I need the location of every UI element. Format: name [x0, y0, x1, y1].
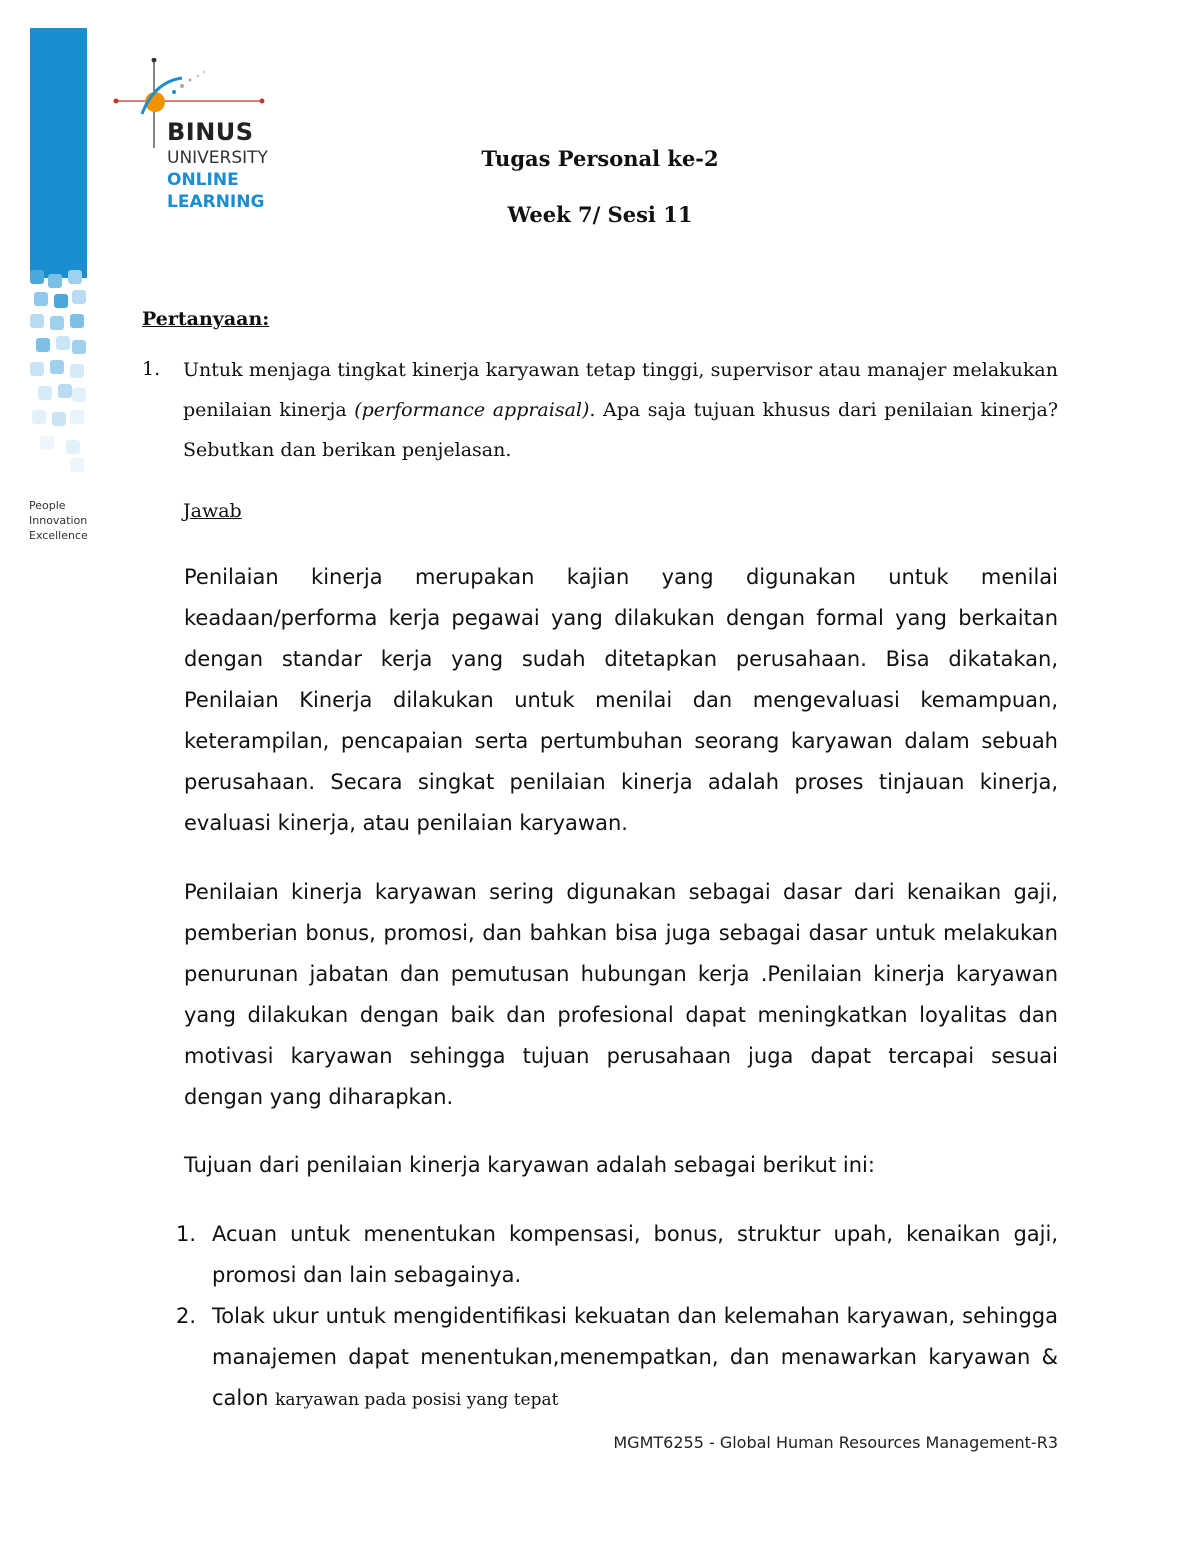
logo-text-online: ONLINE — [167, 170, 239, 190]
side-decoration-pattern — [30, 270, 87, 475]
logo-text-university: UNIVERSITY — [167, 148, 268, 168]
logo-text-learning: LEARNING — [167, 192, 265, 212]
page-footer: MGMT6255 - Global Human Resources Management-R3 — [613, 1433, 1058, 1452]
question-text-italic: (performance appraisal) — [354, 399, 590, 421]
question-text — [183, 350, 1058, 470]
answer-paragraph: Tujuan dari penilaian kinerja karyawan adalah sebagai berikut ini: — [184, 1153, 875, 1177]
list-item — [176, 1214, 1058, 1296]
question-text-part: Untuk menjaga tingkat kinerja karyawan tetap tinggi, supervisor atau manajer melakukan penilaian kinerja — [183, 359, 1058, 421]
list-item-text-tail: karyawan pada posisi yang tepat — [275, 1390, 559, 1410]
logo-text-binus: BINUS — [167, 118, 254, 146]
list-item-text: Tolak ukur untuk mengidentifikasi kekuatan dan kelemahan karyawan, sehingga manajemen dapat menentukan,menempatkan, dan menawarkan karyawan & calon — [212, 1304, 1058, 1410]
list-item — [176, 1296, 1058, 1421]
tagline-line: Excellence — [29, 529, 88, 542]
tagline-line: People — [29, 499, 66, 512]
university-tagline — [29, 498, 88, 543]
answer-paragraph: Penilaian kinerja merupakan kajian yang digunakan untuk menilai keadaan/performa kerja pegawai yang dilakukan dengan formal yang berkaitan dengan standar kerja yang sudah ditetapkan perusahaan. Bisa dikatakan, Penilaian Kinerja dilakukan untuk menilai dan mengevaluasi kemampuan, keterampilan, pencapaian serta pertumbuhan seorang karyawan dalam sebuah perusahaan. Secara singkat penilaian kinerja adalah proses tinjauan kinerja, evaluasi kinerja, atau penilaian karyawan. — [184, 565, 1058, 835]
answer-paragraph: Penilaian kinerja karyawan sering digunakan sebagai dasar dari kenaikan gaji, pemberian bonus, promosi, dan bahkan bisa juga sebagai dasar untuk melakukan penurunan jabatan dan pemutusan hubungan kerja .Penilaian kinerja karyawan yang dilakukan dengan baik dan profesional dapat meningkatkan loyalitas dan motivasi karyawan sehingga tujuan perusahaan juga dapat tercapai sesuai dengan yang diharapkan. — [184, 880, 1058, 1109]
document-subtitle: Week 7/ Sesi 11 — [507, 202, 693, 227]
answer-label: Jawab — [183, 500, 242, 522]
list-item-text: Acuan untuk menentukan kompensasi, bonus, struktur upah, kenaikan gaji, promosi dan lain sebagainya. — [212, 1222, 1058, 1287]
list-item-number: 1. — [176, 1222, 197, 1246]
purpose-list — [176, 1214, 1058, 1421]
question-number: 1. — [142, 358, 161, 380]
list-item-number: 2. — [176, 1304, 197, 1328]
question-text-part: . Apa saja tujuan khusus dari penilaian kinerja? Sebutkan dan berikan penjelasan. — [183, 399, 1059, 461]
question-label: Pertanyaan: — [142, 308, 270, 330]
document-title: Tugas Personal ke-2 — [481, 146, 719, 171]
tagline-line: Innovation — [29, 514, 88, 527]
